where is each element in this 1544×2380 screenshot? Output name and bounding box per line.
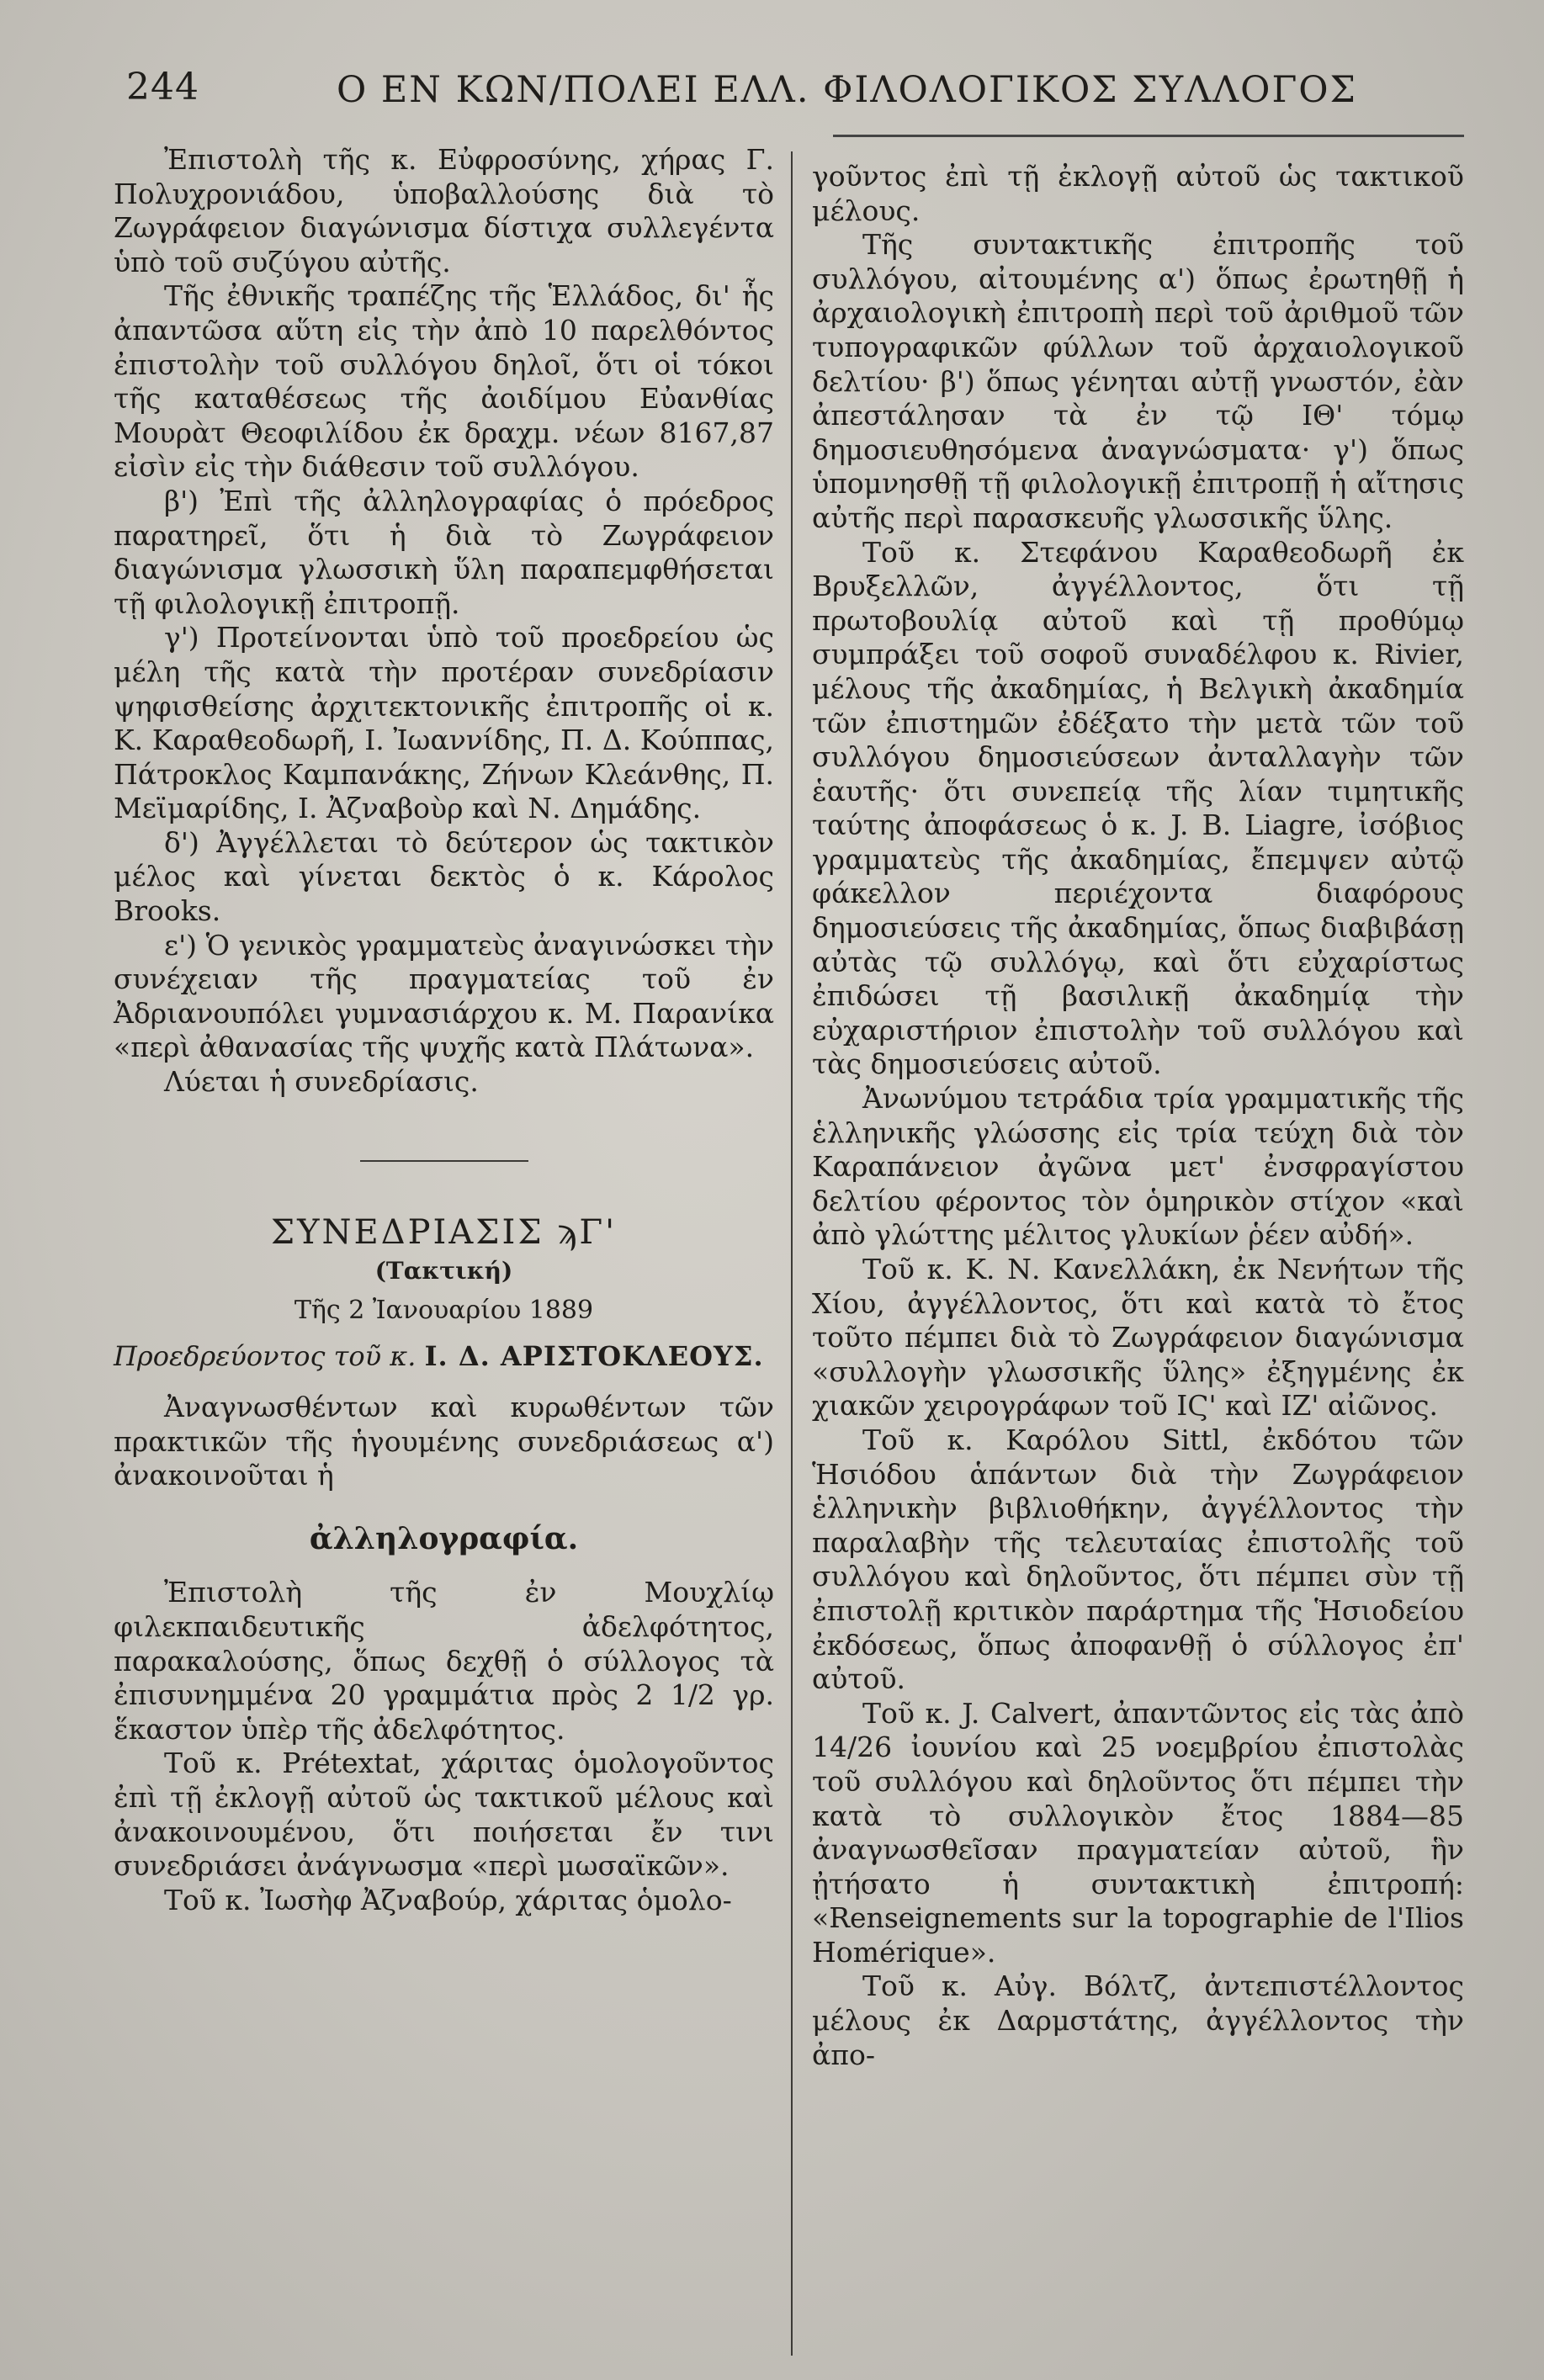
left-paragraph-1: Ἐπιστολὴ τῆς κ. Εὐφροσύνης, χήρας Γ. Πολυχρονιάδου, ὑποβαλλούσης διὰ τὸ Ζωγράφειον διαγώνισμα δίστιχα συλλεγέντα ὑπὸ τοῦ συζύγου αὐτῆς. (114, 143, 774, 278)
right-paragraph-8: Τοῦ κ. Αὐγ. Βόλτζ, ἀντεπιστέλλοντος μέλους ἐκ Δαρμστάτης, ἀγγέλλοντος τὴν ἀπο- (812, 1969, 1464, 2071)
right-paragraph-6: Τοῦ κ. Καρόλου Sittl, ἐκδότου τῶν Ἡσιόδου ἁπάντων διὰ τὴν Ζωγράφειον ἑλληνικὴν βιβλιοθήκην, ἀγγέλλοντος τὴν παραλαβὴν τῆς τελευταίας ἐπιστολῆς τοῦ συλλόγου καὶ δηλοῦντος, ὅτι πέμπει σὺν τῇ ἐπιστολῇ κριτικὸν παράρτημα τῆς Ἡσιοδείου ἐκδόσεως, ὅπως ἀποφανθῇ ὁ σύλλογος ἐπ' αὐτοῦ. (812, 1423, 1464, 1696)
presiding-prefix: Προεδρεύοντος τοῦ κ. (114, 1340, 417, 1373)
left-paragraph-2: Τῆς ἐθνικῆς τραπέζης τῆς Ἑλλάδος, δι' ἧς ἀπαντῶσα αὕτη εἰς τὴν ἀπὸ 10 παρελθόντος ἐπιστολὴν τοῦ συλλόγου δηλοῖ, ὅτι οἱ τόκοι τῆς καταθέσεως τῆς ἀοιδίμου Εὐανθίας Μουρὰτ Θεοφιλίδου ἐκ δραχμ. νέων 8167,87 εἰσὶν εἰς τὴν διάθεσιν τοῦ συλλόγου. (114, 279, 774, 484)
left-paragraph-3: β') Ἐπὶ τῆς ἀλληλογραφίας ὁ πρόεδρος παρατηρεῖ, ὅτι ἡ διὰ τὸ Ζωγράφειον διαγώνισμα γλωσσικὴ ὕλη παραπεμφθήσεται τῇ φιλολογικῇ ἐπιτροπῇ. (114, 484, 774, 620)
left-paragraph-11: Τοῦ κ. Ἰωσὴφ Ἀζναβούρ, χάριτας ὁμολο- (164, 1883, 732, 1916)
correspondence-heading: ἀλληλογραφία. (309, 1520, 579, 1556)
right-column (812, 160, 1464, 2072)
left-paragraph-6: ε') Ὁ γενικὸς γραμματεὺς ἀναγινώσκει τὴν συνέχειαν τῆς πραγματείας τοῦ ἐν Ἀδριανουπόλει γυμνασιάρχου κ. Μ. Παρανίκα «περὶ ἀθανασίας τῆς ψυχῆς κατὰ Πλάτωνα». (114, 928, 774, 1064)
right-paragraph-4: Ἀνωνύμου τετράδια τρία γραμματικῆς τῆς ἑλληνικῆς γλώσσης εἰς τρία τεύχη διὰ τὸν Καραπάνειον ἀγῶνα μετ' ἐνσφραγίστου δελτίου φέροντος τὸν ὁμηρικὸν στίχον «καὶ ἀπὸ γλώττης μέλιτος γλυκίων ῥέεν αὐδή». (812, 1082, 1464, 1252)
left-paragraph-4: γ') Προτείνονται ὑπὸ τοῦ προεδρείου ὡς μέλη τῆς κατὰ τὴν προτέραν συνεδρίασιν ψηφισθείσης ἀρχιτεκτονικῆς ἐπιτροπῆς οἱ κ. Κ. Καραθεοδωρῆ, Ι. Ἰωαννίδης, Π. Δ. Κούππας, Πάτροκλος Καμπανάκης, Ζήνων Κλεάνθης, Π. Μεϊμαρίδης, Ι. Ἀζναβοὺρ καὶ Ν. Δημάδης. (114, 621, 774, 825)
presiding-line (114, 1339, 774, 1374)
right-paragraph-3: Τοῦ κ. Στεφάνου Καραθεοδωρῆ ἐκ Βρυξελλῶν, ἀγγέλλοντος, ὅτι τῇ πρωτοβουλίᾳ αὐτοῦ καὶ τῇ προθύμῳ συμπράξει τοῦ σοφοῦ συναδέλφου κ. Rivier, μέλους τῆς ἀκαδημίας, ἡ Βελγικὴ ἀκαδημία τῶν ἐπιστημῶν ἐδέξατο τὴν μετὰ τῶν τοῦ συλλόγου δημοσιεύσεων ἀνταλλαγὴν τῶν ἑαυτῆς· ὅτι συνεπείᾳ τῆς λίαν τιμητικῆς ταύτης ἀποφάσεως ὁ κ. J. B. Liagre, ἰσόβιος γραμματεὺς τῆς ἀκαδημίας, ἔπεμψεν αὐτῷ φάκελλον περιέχοντα διαφόρους δημοσιεύσεις τῆς ἀκαδημίας, ὅπως διαβιβάσῃ αὐτὰς τῷ συλλόγῳ, καὶ ὅτι εὐχαρίστως ἐπιδώσει τῇ βασιλικῇ ἀκαδημίᾳ τὴν εὐχαριστήριον ἐπιστολὴν τοῦ συλλόγου καὶ τὰς δημοσιεύσεις αὐτοῦ. (812, 535, 1464, 1081)
right-paragraph-5: Τοῦ κ. Κ. Ν. Κανελλάκη, ἐκ Νενήτων τῆς Χίου, ἀγγέλλοντος, ὅτι καὶ κατὰ τὸ ἔτος τοῦτο πέμπει διὰ τὸ Ζωγράφειον διαγώνισμα «συλλογὴν γλωσσικῆς ὕλης» ἐξηγμένης ἐκ χιακῶν χειρογράφων τοῦ ΙϚ' καὶ ΙΖ' αἰῶνος. (812, 1253, 1464, 1423)
right-paragraph-2: Τῆς συντακτικῆς ἐπιτροπῆς τοῦ συλλόγου, αἰτουμένης α') ὅπως ἐρωτηθῇ ἡ ἀρχαιολογικὴ ἐπιτροπὴ περὶ τοῦ ἀριθμοῦ τῶν τυπογραφικῶν φύλλων τοῦ ἀρχαιολογικοῦ δελτίου· β') ὅπως γένηται αὐτῇ γνωστόν, ἐὰν ἀπεστάλησαν τὰ ἐν τῷ ΙΘ' τόμῳ δημοσιευθησόμενα ἀναγνώσματα· γ') ὅπως ὑπομνησθῇ τῇ φιλολογικῇ ἐπιτροπῇ ἡ αἴτησις αὐτῆς περὶ παρασκευῆς γλωσσικῆς ὕλης. (812, 228, 1464, 534)
left-column (114, 143, 774, 1917)
running-head: Ο ΕΝ ΚΩΝ/ΠΟΛΕΙ ΕΛΛ. ΦΙΛΟΛΟΓΙΚΟΣ ΣΥΛΛΟΓΟΣ (337, 69, 1357, 111)
left-paragraph-8: Ἀναγνωσθέντων καὶ κυρωθέντων τῶν πρακτικῶν τῆς ἡγουμένης συνεδριάσεως α') ἀνακοινοῦται ἡ (114, 1391, 774, 1492)
session-date: Τῆς 2 Ἰανουαρίου 1889 (294, 1295, 594, 1325)
right-paragraph-7: Τοῦ κ. J. Calvert, ἀπαντῶντος εἰς τὰς ἀπὸ 14/26 ἰουνίου καὶ 25 νοεμβρίου ἐπιστολὰς τοῦ συλλόγου καὶ δηλοῦντος ὅτι πέμπει τὴν κατὰ τὸ συλλογικὸν ἔτος 1884—85 ἀναγνωσθεῖσαν πραγματείαν αὐτοῦ, ἣν ᾐτήσατο ἡ συντακτικὴ ἐπιτροπή: «Renseignements sur la topographie de l'Ilios Homérique». (812, 1696, 1464, 1969)
column-divider (791, 151, 793, 2356)
session-title: ΣΥΝΕΔΡΙΑΣΙΣ ϡΓ' (270, 1212, 618, 1252)
right-paragraph-1: γοῦντος ἐπὶ τῇ ἐκλογῇ αὐτοῦ ὡς τακτικοῦ μέλους. (812, 160, 1464, 227)
section-separator (360, 1160, 528, 1162)
left-paragraph-10: Τοῦ κ. Prétextat, χάριτας ὁμολογοῦντος ἐπὶ τῇ ἐκλογῇ αὐτοῦ ὡς τακτικοῦ μέλους καὶ ἀνακοινουμένου, ὅτι ποιήσεται ἔν τινι συνεδριάσει ἀνάγνωσμα «περὶ μωσαϊκῶν». (114, 1747, 774, 1883)
header-rule (833, 135, 1464, 137)
page-number: 244 (126, 66, 199, 109)
left-paragraph-7: Λύεται ἡ συνεδρίασις. (164, 1065, 479, 1099)
left-paragraph-5: δ') Ἀγγέλλεται τὸ δεύτερον ὡς τακτικὸν μέλος καὶ γίνεται δεκτὸς ὁ κ. Κάρολος Brooks. (114, 825, 774, 928)
page-header (126, 59, 1472, 135)
session-type: (Τακτική) (374, 1257, 513, 1285)
presiding-name: Ι. Δ. ΑΡΙΣΤΟΚΛΕΟΥΣ. (424, 1340, 764, 1373)
left-paragraph-9: Ἐπιστολὴ τῆς ἐν Μουχλίῳ φιλεκπαιδευτικῆς ἀδελφότητος, παρακαλούσης, ὅπως δεχθῇ ὁ σύλλογος τὰ ἐπισυνημμένα 20 γραμμάτια πρὸς 2 1/2 γρ. ἕκαστον ὑπὲρ τῆς ἀδελφότητος. (114, 1576, 774, 1746)
